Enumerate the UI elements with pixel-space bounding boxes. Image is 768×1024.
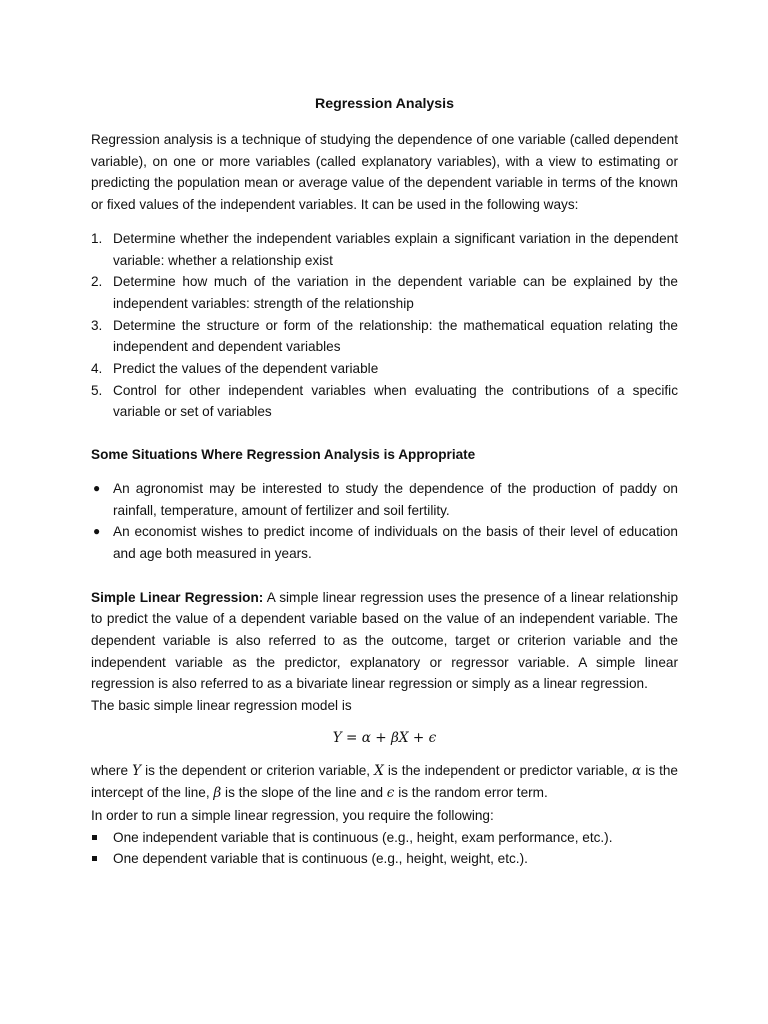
list-item bbox=[91, 228, 678, 271]
math-alpha: α bbox=[632, 762, 642, 779]
eq-plus: + bbox=[408, 729, 429, 746]
where-text: is the intercept of the line, bbox=[91, 762, 678, 801]
math-x: X bbox=[374, 762, 384, 779]
eq-alpha: α bbox=[361, 729, 371, 746]
list-number: 3. bbox=[91, 317, 103, 333]
list-item bbox=[91, 380, 678, 423]
math-epsilon: ϵ bbox=[386, 785, 395, 802]
list-number: 2. bbox=[91, 274, 103, 290]
list-number: 4. bbox=[91, 361, 103, 377]
situations-list bbox=[91, 478, 678, 565]
list-text: An economist wishes to predict income of individuals on the basis of their level of education and age both measured in years. bbox=[113, 524, 678, 561]
list-text: Determine how much of the variation in the dependent variable can be explained by the independent variables: strength of the relationship bbox=[113, 274, 678, 311]
square-bullet-icon bbox=[92, 835, 97, 840]
bullet-icon: ● bbox=[93, 524, 101, 539]
list-text: Predict the values of the dependent variable bbox=[113, 361, 379, 377]
eq-beta-x: βX bbox=[391, 729, 409, 746]
page-title: Regression Analysis bbox=[314, 96, 455, 112]
where-text: is the dependent or criterion variable, bbox=[141, 762, 375, 778]
list-item bbox=[91, 315, 678, 358]
slr-heading: Simple Linear Regression: bbox=[91, 589, 264, 605]
eq-epsilon: ϵ bbox=[428, 729, 437, 746]
list-number: 1. bbox=[91, 230, 103, 246]
list-number: 5. bbox=[91, 382, 103, 398]
list-text: An agronomist may be interested to study the dependence of the production of paddy on rainfall, temperature, amount of fertilizer and soil fertility. bbox=[113, 480, 678, 518]
list-item bbox=[91, 271, 678, 314]
list-item bbox=[91, 358, 678, 380]
slr-text: A simple linear regression uses the presence of a linear relationship to predict the value of a dependent variable based on the value of an independent variable. The dependent variable is also referred to as the outcome, target or criterion variable and the independent variable as the predictor, explanatory or regressor variable. A simple linear regression is also referred to as a bivariate linear regression or simply as a linear regression. bbox=[91, 589, 679, 692]
eq-plus: + bbox=[370, 729, 392, 746]
ways-list bbox=[91, 228, 678, 423]
square-bullet-icon bbox=[92, 856, 97, 861]
list-item bbox=[91, 827, 678, 849]
eq-equals: = bbox=[341, 729, 362, 746]
bullet-icon: ● bbox=[93, 480, 101, 495]
eq-y: Y bbox=[332, 729, 342, 746]
list-text: Determine the structure or form of the relationship: the mathematical equation relating the independent and dependent variables bbox=[113, 317, 678, 355]
where-text: where bbox=[91, 762, 133, 778]
math-beta: β bbox=[213, 785, 222, 802]
list-text: Determine whether the independent variables explain a significant variation in the dependent variable: whether a relationship exist bbox=[113, 230, 678, 268]
math-y: Y bbox=[132, 762, 142, 779]
list-item bbox=[91, 848, 678, 870]
where-text: is the random error term. bbox=[394, 785, 548, 801]
requirements-intro: In order to run a simple linear regression, you require the following: bbox=[91, 807, 494, 823]
list-text: One independent variable that is continuous (e.g., height, exam performance, etc.). bbox=[113, 829, 613, 845]
situations-heading: Some Situations Where Regression Analysis is Appropriate bbox=[91, 447, 476, 463]
where-paragraph bbox=[91, 760, 678, 805]
where-text: is the slope of the line and bbox=[221, 785, 387, 801]
document-content bbox=[91, 93, 678, 870]
slr-paragraph bbox=[91, 587, 678, 696]
where-text: is the independent or predictor variable, bbox=[383, 762, 632, 778]
list-text: Control for other independent variables when evaluating the contributions of a specific variable or set of variables bbox=[113, 382, 678, 420]
model-line: The basic simple linear regression model is bbox=[91, 698, 352, 714]
list-text: One dependent variable that is continuous (e.g., height, weight, etc.). bbox=[113, 851, 528, 867]
regression-equation bbox=[91, 728, 678, 750]
list-item bbox=[91, 478, 678, 521]
intro-paragraph: Regression analysis is a technique of studying the dependence of one variable (called dependent variable), on one or more variables (called explanatory variables), with a view to estimating or predicting the population mean or average value of the dependent variable in terms of the known or fixed values of the independent variables. It can be used in the following ways: bbox=[91, 132, 678, 213]
list-item bbox=[91, 521, 678, 564]
requirements-list bbox=[91, 827, 678, 870]
